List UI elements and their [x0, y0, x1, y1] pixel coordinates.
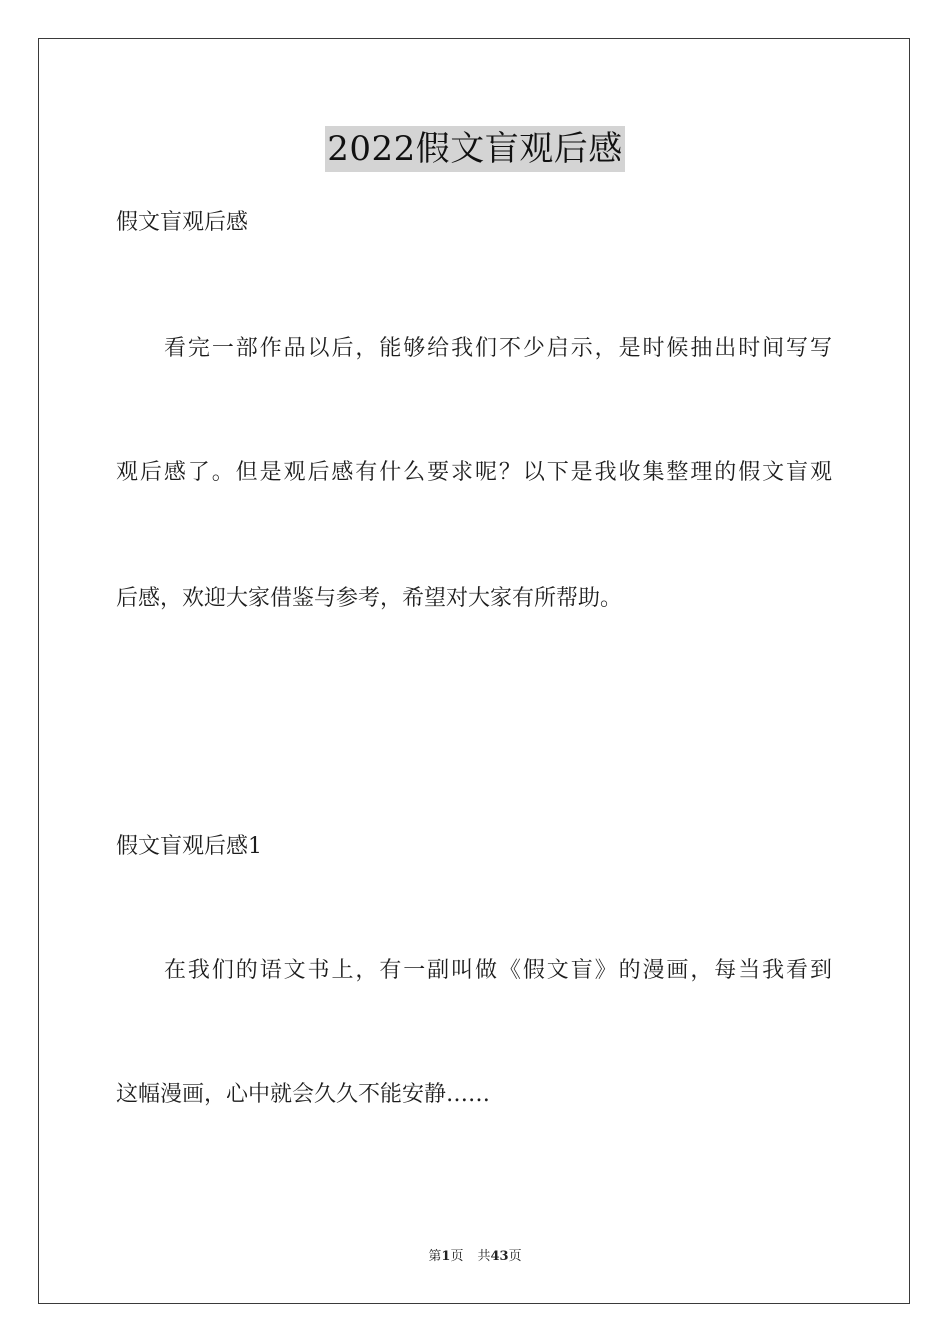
footer-page-number: 1: [441, 1249, 451, 1264]
footer-page-suffix: 页: [450, 1249, 464, 1264]
intro-paragraph-line-1: 看完一部作品以后，能够给我们不少启示，是时候抽出时间写写: [164, 336, 832, 361]
footer-total-pages: 43: [490, 1249, 509, 1264]
section-paragraph-line-1: 在我们的语文书上，有一副叫做《假文盲》的漫画，每当我看到: [164, 958, 832, 983]
page-footer: [0, 1248, 950, 1266]
intro-paragraph-line-2: 观后感了。但是观后感有什么要求呢？以下是我收集整理的假文盲观: [116, 460, 832, 485]
intro-paragraph-line-3: 后感，欢迎大家借鉴与参考，希望对大家有所帮助。: [116, 586, 623, 611]
footer-total-suffix: 页: [508, 1249, 522, 1264]
document-title-text: 2022假文盲观后感: [325, 126, 625, 172]
footer-page-prefix: 第: [428, 1249, 442, 1264]
document-title: [0, 126, 950, 172]
footer-total-prefix: 共: [477, 1249, 491, 1264]
section-heading: 假文盲观后感1: [116, 834, 262, 859]
document-subtitle: 假文盲观后感: [116, 210, 249, 235]
section-paragraph-line-2: 这幅漫画，心中就会久久不能安静……: [116, 1082, 491, 1107]
